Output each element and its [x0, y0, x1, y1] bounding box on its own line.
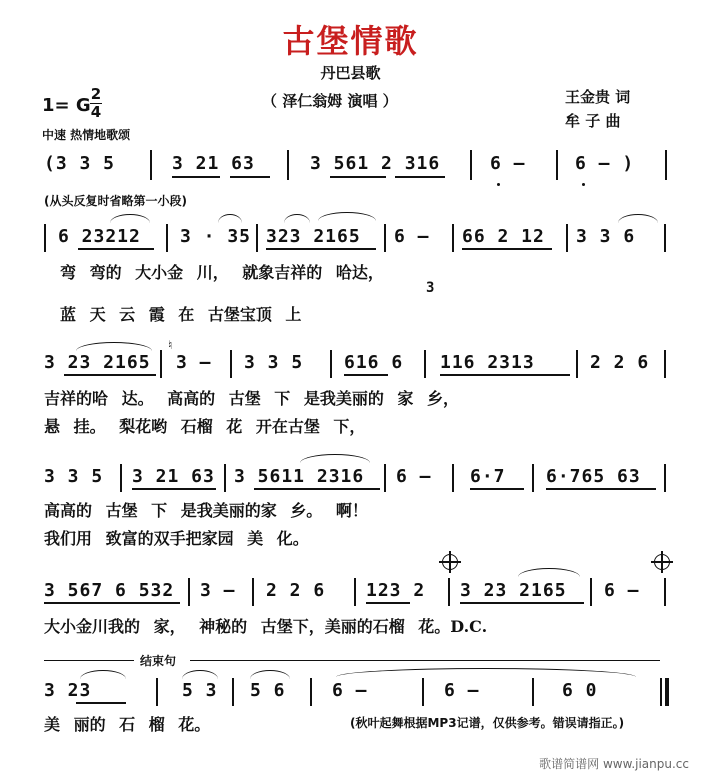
transcription-note: (秋叶起舞根据MP3记谱，仅供参考。错误请指正。): [350, 716, 625, 730]
barline: [156, 678, 158, 706]
slur: [182, 670, 218, 679]
barline: [166, 224, 168, 252]
barline: [120, 464, 122, 492]
beam: [440, 374, 570, 376]
barline: [664, 350, 666, 378]
lyricist-credit: 王金贵 词: [565, 88, 631, 106]
slur: [76, 342, 152, 351]
row1-measure3: 3 561 2 316: [310, 153, 441, 174]
beam: [76, 702, 126, 704]
barline: [150, 150, 152, 180]
barline: [330, 350, 332, 378]
row3-measure1: 3 23 2165: [44, 352, 151, 373]
ending-bracket-right: [190, 660, 660, 661]
slur: [250, 670, 290, 679]
beam: [470, 488, 524, 490]
barline: [556, 150, 558, 180]
song-subtitle: 丹巴县歌: [320, 64, 381, 82]
row6-measure4: 6 –: [332, 680, 368, 701]
row5-measure4: 123 2: [366, 580, 426, 601]
slur: [300, 454, 370, 463]
row5-lyrics: 大小金川我的 家， 神秘的 古堡下，美丽的石榴 花。D.C.: [44, 617, 488, 636]
row2-lyrics-verse1: 弯 弯的 大小金 川， 就象吉祥的 哈达，: [60, 263, 384, 282]
beam: [462, 248, 552, 250]
row6-measure3: 5 6: [250, 680, 286, 701]
composer-credit: 牟 子 曲: [565, 112, 621, 130]
beam: [172, 176, 220, 178]
row2-measure2: 3 · 35: [180, 226, 252, 247]
octave-dot: [497, 183, 500, 186]
row4-measure2: 3 21 63: [132, 466, 215, 487]
barline: [532, 464, 534, 492]
row5-measure6: 6 –: [604, 580, 640, 601]
barline: [384, 224, 386, 252]
time-signature: [90, 86, 102, 121]
row5-measure3: 2 2 6: [266, 580, 326, 601]
row6-lyrics: 美 丽的 石 榴 花。: [44, 715, 211, 734]
coda-sign: [442, 554, 458, 570]
slur: [218, 214, 242, 223]
repeat-start-bar: [44, 224, 46, 252]
slur: [80, 670, 126, 679]
barline: [448, 578, 450, 606]
performer-credit: （ 泽仁翁姆 演唱 ）: [262, 92, 398, 110]
row6-measure2: 5 3: [182, 680, 218, 701]
row3-lyrics-verse2: 悬 挂。 梨花哟 石榴 花 开在古堡 下，: [44, 417, 366, 436]
repeat-end-bar: [664, 578, 666, 606]
barline: [252, 578, 254, 606]
row4-measure5: 6·7: [470, 466, 506, 487]
barline: [424, 350, 426, 378]
slur: [518, 568, 580, 577]
tie: [336, 668, 636, 677]
coda-sign: [654, 554, 670, 570]
row6-measure5: 6 –: [444, 680, 480, 701]
barline: [470, 150, 472, 180]
repeat-end-bar: [452, 464, 454, 492]
slur: [110, 214, 150, 223]
beam: [44, 602, 180, 604]
barline: [354, 578, 356, 606]
beam: [366, 602, 410, 604]
beam: [460, 602, 584, 604]
song-title: 古堡情歌: [282, 22, 419, 60]
row4-measure4: 6 –: [396, 466, 432, 487]
row2-measure6: 3 3 6: [576, 226, 636, 247]
barline: [452, 224, 454, 252]
barline: [188, 578, 190, 606]
row3-measure4: 616 6: [344, 352, 404, 373]
barline: [566, 224, 568, 252]
row3-measure6: 2 2 6: [590, 352, 650, 373]
row2-lyrics-verse2: 蓝 天 云 霞 在 古堡宝顶 上: [60, 305, 302, 324]
row3-measure3: 3 3 5: [244, 352, 304, 373]
barline: [384, 464, 386, 492]
barline: [532, 678, 534, 706]
slur: [284, 214, 310, 223]
final-barline-thin: [660, 678, 662, 706]
row3-measure5: 116 2313: [440, 352, 535, 373]
beam: [266, 248, 376, 250]
beam: [546, 488, 656, 490]
row5-measure2: 3 –: [200, 580, 236, 601]
row5-measure5: 3 23 2165: [460, 580, 567, 601]
barline: [590, 578, 592, 606]
row4-measure3: 3 5611 2316: [234, 466, 365, 487]
barline: [422, 678, 424, 706]
row4-lyrics-verse1: 高高的 古堡 下 是我美丽的家 乡。 啊！: [44, 501, 368, 520]
row2-measure1: 6 23212: [58, 226, 141, 247]
octave-dot: [582, 183, 585, 186]
row4-lyrics-verse2: 我们用 致富的双手把家园 美 化。: [44, 529, 309, 548]
barline: [230, 350, 232, 378]
tempo-marking: 中速 热情地歌颂: [42, 128, 131, 142]
grace-note: 3: [426, 280, 436, 296]
repeat-note: (从头反复时省略第一小段): [44, 194, 187, 208]
row6-measure1: 3 23: [44, 680, 92, 701]
row2-measure3: 323 2165: [266, 226, 361, 247]
final-barline-thick: [665, 678, 669, 706]
barline: [665, 150, 667, 180]
barline: [232, 678, 234, 706]
row3-measure2: 3 –: [176, 352, 212, 373]
barline: [664, 464, 666, 492]
barline: [576, 350, 578, 378]
beam: [78, 248, 154, 250]
row1-measure4: 6 –: [490, 153, 526, 174]
beam: [344, 374, 388, 376]
row2-measure5: 66 2 12: [462, 226, 545, 247]
site-watermark: 歌谱简谱网 www.jianpu.cc: [539, 757, 689, 771]
time-signature-top: 2: [90, 85, 102, 103]
barline: [256, 224, 258, 252]
key-signature: 1= G: [42, 95, 91, 116]
slur: [618, 214, 658, 223]
ornament-mark: ♮: [168, 338, 173, 352]
barline: [310, 678, 312, 706]
barline: [224, 464, 226, 492]
row3-lyrics-verse1: 吉祥的哈 达。 高高的 古堡 下 是我美丽的 家 乡，: [44, 389, 459, 408]
beam: [64, 374, 156, 376]
barline: [664, 224, 666, 252]
beam: [230, 176, 270, 178]
row4-measure6: 6·765 63: [546, 466, 641, 487]
row6-measure6: 6 0: [562, 680, 598, 701]
barline: [160, 350, 162, 378]
row5-measure1: 3 567 6 532: [44, 580, 175, 601]
barline: [287, 150, 289, 180]
beam: [132, 488, 216, 490]
ending-label: 结束句: [140, 654, 177, 668]
row4-measure1: 3 3 5: [44, 466, 104, 487]
time-signature-bottom: 4: [90, 103, 102, 121]
row1-measure1: (3 3 5: [44, 153, 116, 174]
row1-measure5: 6 – ): [575, 153, 635, 174]
beam: [254, 488, 380, 490]
slur: [318, 212, 376, 221]
beam: [330, 176, 386, 178]
ending-bracket-left: [44, 660, 134, 661]
row1-measure2: 3 21 63: [172, 153, 255, 174]
row2-measure4: 6 –: [394, 226, 430, 247]
beam: [395, 176, 445, 178]
